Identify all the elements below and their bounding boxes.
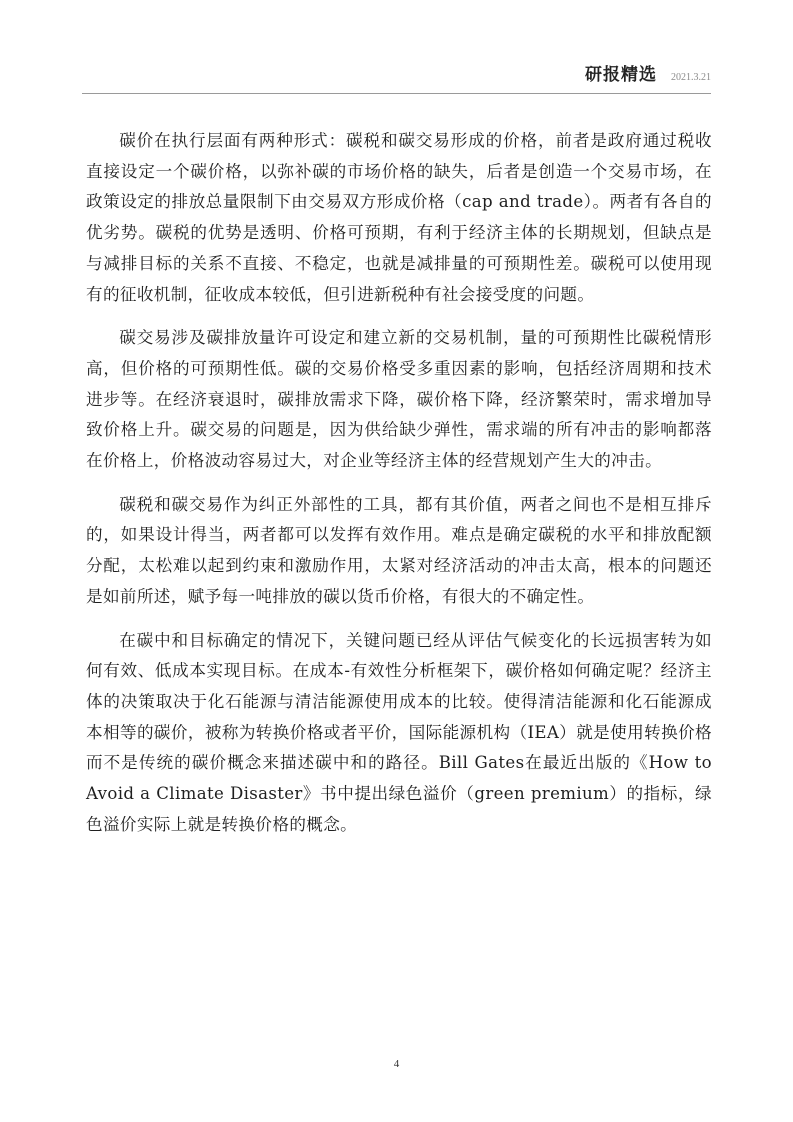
page-header xyxy=(82,60,711,94)
paragraph: 碳交易涉及碳排放量许可设定和建立新的交易机制，量的可预期性比碳税情形高，但价格的可预期性低。碳的交易价格受多重因素的影响，包括经济周期和技术进步等。在经济衰退时，碳排放需求下降，碳价格下降，经济繁荣时，需求增加导致价格上升。碳交易的问题是，因为供给缺少弹性，需求端的所有冲击的影响都落在价格上，价格波动容易过大，对企业等经济主体的经营规划产生大的冲击。 xyxy=(86,328,712,471)
header-date: 2021.3.21 xyxy=(671,72,711,83)
paragraph: 在碳中和目标确定的情况下，关键问题已经从评估气候变化的长远损害转为如何有效、低成本实现目标。在成本-有效性分析框架下，碳价格如何确定呢？经济主体的决策取决于化石能源与清洁能源使用成本的比较。使得清洁能源和化石能源成本相等的碳价，被称为转换价格或者平价，国际能源机构（IEA）就是使用转换价格而不是传统的碳价概念来描述碳中和的路径。Bill Gates在最近出版的《How to Avoid a Climate Disaster》书中提出绿色溢价（green premium）的指标，绿色溢价实际上就是转换价格的概念。 xyxy=(86,630,712,834)
header-title: 研报精选 xyxy=(585,65,657,85)
page-number: 4 xyxy=(393,1058,400,1070)
paragraph: 碳税和碳交易作为纠正外部性的工具，都有其价值，两者之间也不是相互排斥的，如果设计得当，两者都可以发挥有效作用。难点是确定碳税的水平和排放配额分配，太松难以起到约束和激励作用，太紧对经济活动的冲击太高，根本的问题还是如前所述，赋予每一吨排放的碳以货币价格，有很大的不确定性。 xyxy=(86,494,712,606)
paragraph: 碳价在执行层面有两种形式：碳税和碳交易形成的价格，前者是政府通过税收直接设定一个碳价格，以弥补碳的市场价格的缺失，后者是创造一个交易市场，在政策设定的排放总量限制下由交易双方形成价格（cap and trade）。两者有各自的优劣势。碳税的优势是透明、价格可预期，有利于经济主体的长期规划，但缺点是与减排目标的关系不直接、不稳定，也就是减排量的可预期性差。碳税可以使用现有的征收机制，征收成本较低，但引进新税种有社会接受度的问题。 xyxy=(86,131,712,304)
article-body xyxy=(86,126,712,853)
